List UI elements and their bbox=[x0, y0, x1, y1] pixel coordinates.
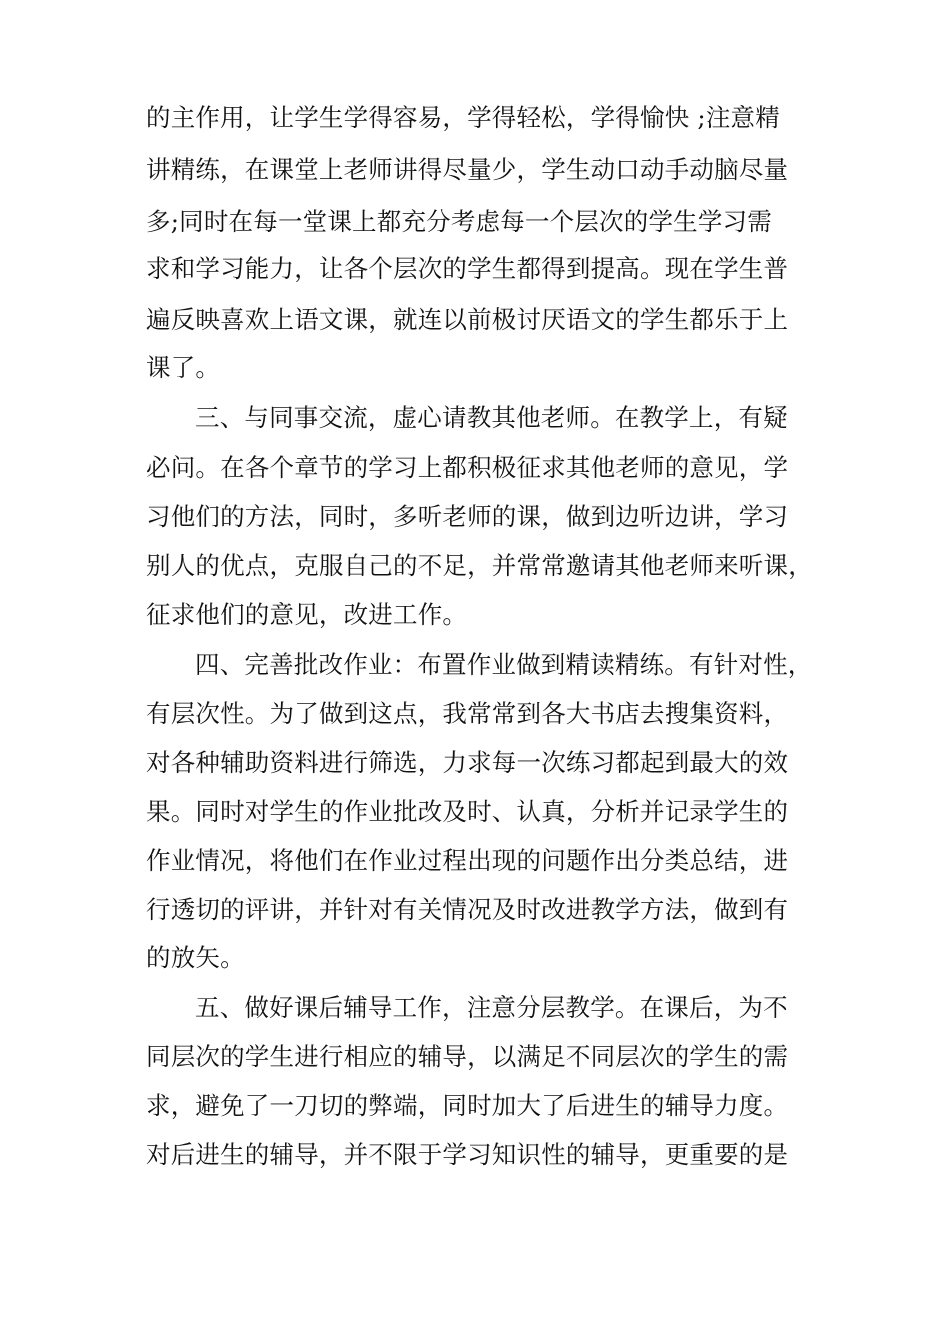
text-line: 对各种辅助资料进行筛选，力求每一次练习都起到最大的效 bbox=[146, 748, 789, 777]
paragraph-heading-3: 三、与同事交流，虚心请教其他老师。在教学上，有疑 bbox=[195, 403, 788, 432]
text-line: 征求他们的意见，改进工作。 bbox=[146, 600, 468, 629]
text-line: 的放矢。 bbox=[146, 943, 245, 972]
text-line: 对后进生的辅导，并不限于学习知识性的辅导，更重要的是 bbox=[146, 1140, 789, 1169]
text-line: 有层次性。为了做到这点，我常常到各大书店去搜集资料， bbox=[146, 699, 789, 728]
text-line: 求，避免了一刀切的弊端，同时加大了后进生的辅导力度。 bbox=[146, 1091, 789, 1120]
text-line: 课了。 bbox=[146, 353, 221, 382]
text-line: 的主作用，让学生学得容易，学得轻松，学得愉快 ;注意精 bbox=[146, 103, 780, 132]
text-line: 遍反映喜欢上语文课，就连以前极讨厌语文的学生都乐于上 bbox=[146, 305, 789, 334]
text-line: 作业情况，将他们在作业过程出现的问题作出分类总结，进 bbox=[146, 846, 789, 875]
text-line: 习他们的方法，同时，多听老师的课，做到边听边讲，学习 bbox=[146, 502, 789, 531]
paragraph-heading-5: 五、做好课后辅导工作，注意分层教学。在课后，为不 bbox=[195, 993, 788, 1022]
text-line: 讲精练，在课堂上老师讲得尽量少，学生动口动手动脑尽量 bbox=[146, 155, 789, 184]
text-line: 必问。在各个章节的学习上都积极征求其他老师的意见，学 bbox=[146, 453, 789, 482]
text-line: 果。同时对学生的作业批改及时、认真，分析并记录学生的 bbox=[146, 797, 789, 826]
text-line: 多;同时在每一堂课上都充分考虑每一个层次的学生学习需 bbox=[146, 207, 772, 236]
text-line: 行透切的评讲，并针对有关情况及时改进教学方法，做到有 bbox=[146, 895, 789, 924]
text-line: 求和学习能力，让各个层次的学生都得到提高。现在学生普 bbox=[146, 254, 789, 283]
paragraph-heading-4: 四、完善批改作业：布置作业做到精读精练。有针对性， bbox=[195, 650, 813, 679]
text-line: 同层次的学生进行相应的辅导，以满足不同层次的学生的需 bbox=[146, 1042, 789, 1071]
text-line: 别人的优点，克服自己的不足，并常常邀请其他老师来听课， bbox=[146, 551, 813, 580]
